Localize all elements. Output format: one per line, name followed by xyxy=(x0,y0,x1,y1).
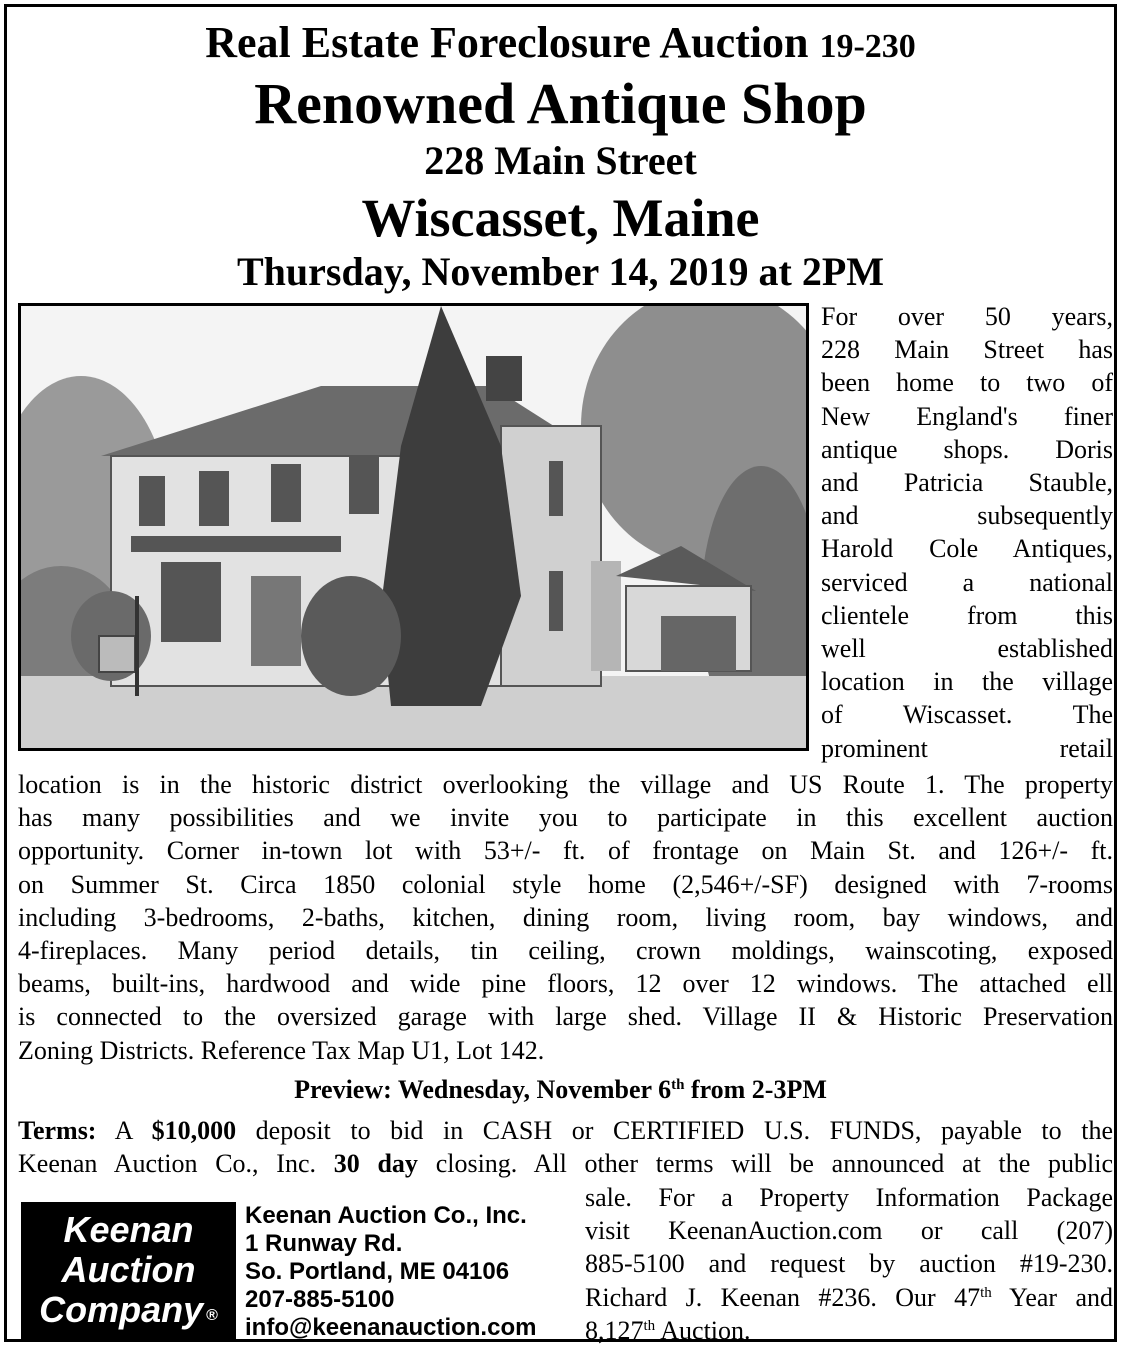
headline-date: Thursday, November 14, 2019 at 2PM xyxy=(236,249,885,294)
company-name: Keenan Auction Co., Inc. xyxy=(245,1202,527,1229)
headline-street: 228 Main Street xyxy=(424,138,697,183)
headline-auction-type: Real Estate Foreclosure Auction 19-230 xyxy=(205,18,916,67)
email-address: info@keenanauction.com xyxy=(245,1314,537,1341)
phone-number: 207-885-5100 xyxy=(245,1286,395,1313)
deposit-amount: $10,000 xyxy=(151,1116,237,1145)
house-photo-icon xyxy=(21,306,806,748)
contact-block xyxy=(245,1202,575,1342)
headline-town: Wiscasset, Maine xyxy=(361,188,760,248)
registered-icon: ® xyxy=(206,1307,218,1324)
terms-label: Terms: xyxy=(18,1116,97,1145)
auction-number: 19-230 xyxy=(819,28,916,65)
terms-continued: sale. For a Property Information Package visit KeenanAuction.com or call (207) 885-5100 and request by auction #19-230. Richard J. Keenan #236. Our 47th Year and 8,127th Auction. xyxy=(585,1183,1113,1345)
terms-block: Terms: A $10,000 deposit to bid in CASH or CERTIFIED U.S. FUNDS, payable to the Keenan Auction Co., Inc. 30 day closing. All other terms will be announced at the public xyxy=(18,1116,1114,1179)
description-body: location is in the historic district overlooking the village and US Route 1. The property has many possibilities and we invite you to participate in this excellent auction opportunity. Corner in-town lot with 53+/- ft. of frontage on Main St. and 126+/- ft. on Summer St. Circa 1850 colonial style home (2,546+/-SF) designed with 7-rooms including 3-bedrooms, 2-baths, kitchen, dining room, living room, bay windows, and 4-fireplaces. Many period details, tin ceiling, crown moldings, wainscoting, exposed beams, built-ins, hardwood and wide pine floors, 12 over 12 windows. The attached ell is connected to the oversized garage with large shed. Village II & Historic Preservation Zoning Districts. Reference Tax Map U1, Lot 142. xyxy=(18,770,1113,1065)
intro-column: For over 50 years, 228 Main Street has been home to two of New England's finer antique shops. Doris and Patricia Stauble, and subsequently Harold Cole Antiques, serviced a national clientele from this well established location in the village of Wiscasset. The prominent retail xyxy=(821,302,1113,763)
headline-title: Renowned Antique Shop xyxy=(254,71,867,136)
house-photo xyxy=(18,303,809,751)
ad-frame xyxy=(4,4,1117,1345)
address-line-2: So. Portland, ME 04106 xyxy=(245,1258,510,1285)
closing-days: 30 day xyxy=(333,1149,418,1179)
company-logo: Keenan Auction Company ® xyxy=(21,1202,236,1340)
preview-line: Preview: Wednesday, November 6th from 2-3PM xyxy=(294,1075,827,1104)
address-line-1: 1 Runway Rd. xyxy=(245,1230,403,1257)
